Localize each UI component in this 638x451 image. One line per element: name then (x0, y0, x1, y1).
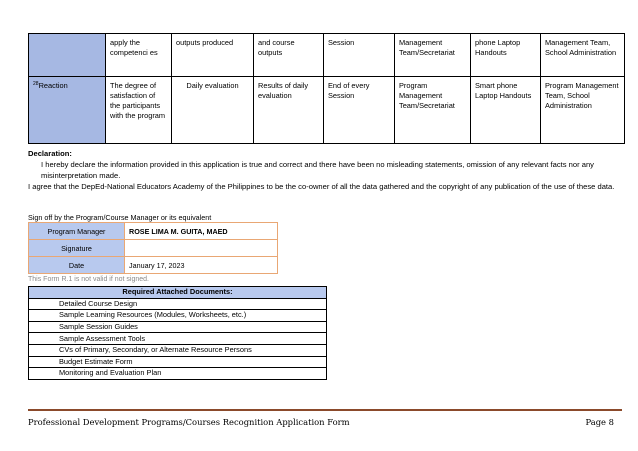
table-cell: Smart phone Laptop Handouts (471, 77, 541, 144)
table-cell: Program Management Team/Secretariat (395, 77, 471, 144)
evaluation-table (28, 33, 625, 144)
page-number: Page 8 (585, 417, 614, 427)
table-row (29, 77, 625, 144)
table-cell (29, 34, 106, 77)
footer-divider (28, 409, 622, 411)
table-row (29, 321, 327, 333)
table-cell: The degree of satisfaction of the participants with the program (106, 77, 172, 144)
table-row (29, 344, 327, 356)
table-cell: phone Laptop Handouts (471, 34, 541, 77)
table-cell: Session (324, 34, 395, 77)
signoff-table (28, 222, 278, 274)
document-item: Budget Estimate Form (29, 356, 327, 368)
documents-header: Required Attached Documents: (29, 287, 327, 299)
validity-note: This Form R.1 is not valid if not signed. (28, 276, 149, 283)
document-item: Monitoring and Evaluation Plan (29, 368, 327, 380)
date-label: Date (29, 257, 125, 274)
date-value: January 17, 2023 (125, 257, 278, 274)
table-row (29, 223, 278, 240)
program-manager-label: Program Manager (29, 223, 125, 240)
document-item: Detailed Course Design (29, 298, 327, 310)
table-cell: and course outputs (254, 34, 324, 77)
table-row (29, 310, 327, 322)
document-item: Sample Session Guides (29, 321, 327, 333)
level-label: Reaction (38, 81, 68, 90)
program-manager-value: ROSE LIMA M. GUITA, MAED (125, 223, 278, 240)
table-cell: Management Team/Secretariat (395, 34, 471, 77)
table-cell: Program Management Team, School Administration (541, 77, 625, 144)
table-cell: apply the competenci es (106, 34, 172, 77)
table-row (29, 298, 327, 310)
footnote-marker: 28 (33, 81, 39, 87)
table-cell: Management Team, School Administration (541, 34, 625, 77)
signature-label: Signature (29, 240, 125, 257)
table-cell: Results of daily evaluation (254, 77, 324, 144)
table-row (29, 257, 278, 274)
declaration-section (28, 148, 624, 192)
table-row (29, 287, 327, 299)
document-item: Sample Learning Resources (Modules, Worksheets, etc.) (29, 310, 327, 322)
signoff-label: Sign off by the Program/Course Manager or its equivalent (28, 213, 212, 222)
required-documents-table (28, 286, 327, 380)
table-row (29, 368, 327, 380)
table-row (29, 240, 278, 257)
table-row (29, 34, 625, 77)
footer-title: Professional Development Programs/Courses Recognition Application Form (28, 417, 350, 427)
declaration-paragraph: I agree that the DepEd-National Educators Academy of the Philippines to be the co-owner of all the data gathered and the copyright of any publication of the use of these data. (28, 182, 615, 191)
declaration-paragraph: I hereby declare the information provided in this application is true and correct and there have been no misleading statements, omission of any relevant facts nor any misinterpretation made. (41, 160, 594, 180)
table-row (29, 333, 327, 345)
table-row (29, 356, 327, 368)
table-cell (29, 77, 106, 144)
signature-field[interactable] (125, 240, 278, 257)
document-item: Sample Assessment Tools (29, 333, 327, 345)
table-cell: Daily evaluation (172, 77, 254, 144)
document-item: CVs of Primary, Secondary, or Alternate Resource Persons (29, 344, 327, 356)
table-cell: outputs produced (172, 34, 254, 77)
table-cell: End of every Session (324, 77, 395, 144)
declaration-title: Declaration: (28, 149, 72, 158)
